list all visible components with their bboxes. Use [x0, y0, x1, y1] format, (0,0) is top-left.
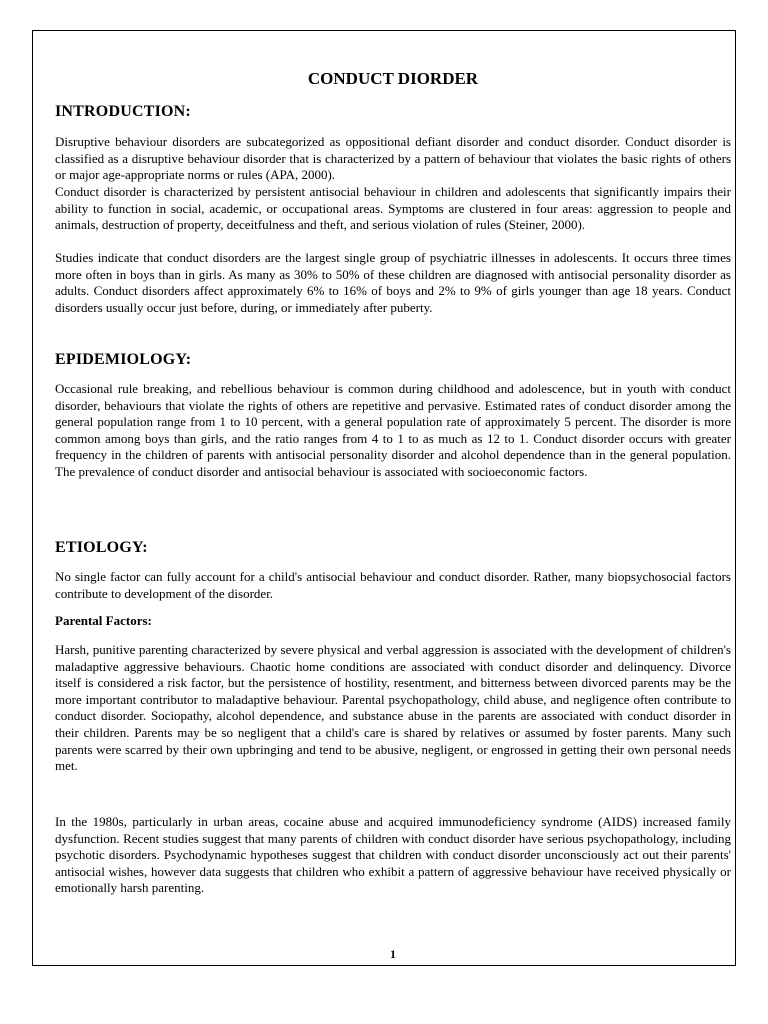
epidemiology-heading: EPIDEMIOLOGY: [55, 351, 192, 368]
epidemiology-paragraph: Occasional rule breaking, and rebellious behaviour is common during childhood and adolescence, but in youth with conduct disorder, behaviours that violate the rights of others are repetitive and pervasive. Estimated rates of conduct disorder among the general population range from 1 to 10 percent, with a general population rate of approximately 5 percent. The disorder is more common among boys than girls, and the ratio ranges from 4 to 1 to as much as 12 to 1. Conduct disorder occurs with greater frequency in the children of parents with antisocial personality disorder and alcohol dependence than in the general population. The prevalence of conduct disorder and antisocial behaviour is associated with socioeconomic factors. [55, 381, 731, 479]
introduction-paragraph-3: Studies indicate that conduct disorders are the largest single group of psychiatric illnesses in adolescents. It occurs three times more often in boys than in girls. As many as 30% to 50% of these children are diagnosed with antisocial personality disorder as adults. Conduct disorders affect approximately 6% to 16% of boys and 2% to 9% of girls younger than age 18 years. Conduct disorders usually occur just before, during, or immediately after puberty. [55, 250, 731, 315]
etiology-paragraph-3: In the 1980s, particularly in urban areas, cocaine abuse and acquired immunodeficiency syndrome (AIDS) increased family dysfunction. Recent studies suggest that many parents of children with conduct disorder have serious psychopathology, including psychotic disorders. Psychodynamic hypotheses suggest that children with conduct disorder unconsciously act out their parents' antisocial wishes, however data suggests that children who exhibit a pattern of aggressive behaviour have received physically or emotionally harsh parenting. [55, 814, 731, 896]
document-title: CONDUCT DIORDER [307, 69, 479, 88]
introduction-heading: INTRODUCTION: [55, 103, 191, 120]
etiology-paragraph-1: No single factor can fully account for a child's antisocial behaviour and conduct disorder. Rather, many biopsychosocial factors contribute to development of the disorder. [55, 569, 731, 601]
introduction-paragraph-2: Conduct disorder is characterized by persistent antisocial behaviour in children and adolescents that significantly impairs their ability to function in social, academic, or occupational areas. Symptoms are clustered in four areas: aggression to people and animals, destruction of property, deceitfulness and theft, and serious violation of rules (Steiner, 2000). [55, 184, 731, 233]
page-number: 1 [390, 947, 396, 961]
introduction-paragraph-1: Disruptive behaviour disorders are subcategorized as oppositional defiant disorder and conduct disorder. Conduct disorder is classified as a disruptive behaviour disorder that is characterized by a pattern of behaviour that violates the basic rights of others or major age-appropriate norms or rules (APA, 2000). [55, 134, 731, 183]
parental-factors-subheading: Parental Factors: [55, 613, 152, 628]
etiology-heading: ETIOLOGY: [55, 539, 148, 556]
etiology-paragraph-2: Harsh, punitive parenting characterized by severe physical and verbal aggression is associated with the development of children's maladaptive aggressive behaviours. Chaotic home conditions are associated with conduct disorder and delinquency. Divorce itself is considered a risk factor, but the persistence of hostility, resentment, and bitterness between divorced parents may be the more important contributor to maladaptive behaviour. Parental psychopathology, child abuse, and negligence often contribute to conduct disorder. Sociopathy, alcohol dependence, and substance abuse in the parents are associated with conduct disorder in their children. Parents may be so negligent that a child's care is shared by relatives or assumed by foster parents. Many such parents were scarred by their own upbringing and tend to be abusive, negligent, or engrossed in getting their own personal needs met. [55, 642, 731, 774]
